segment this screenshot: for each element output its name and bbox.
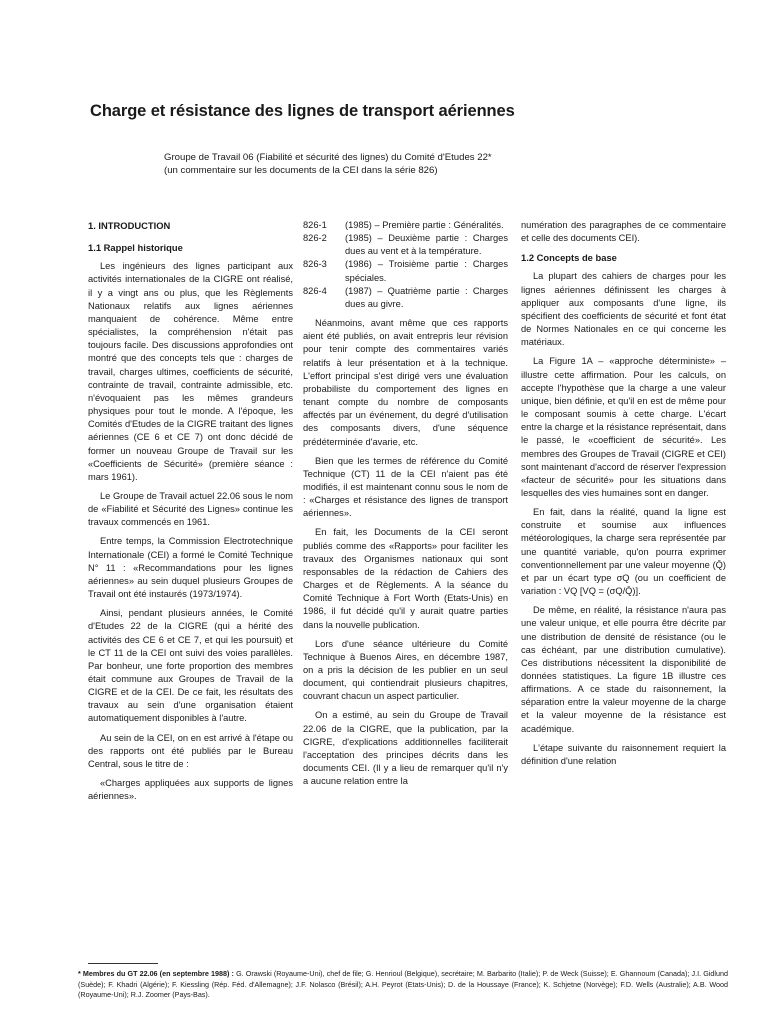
paragraph-continuation: numération des paragraphes de ce commentaire et celle des documents CEI).	[521, 220, 726, 244]
page-title: Charge et résistance des lignes de transport aériennes	[90, 102, 515, 120]
paragraph: En fait, les Documents de la CEI seront publiés comme des «Rapports» pour faciliter les travaux des Organismes nationaux qui sont responsables de la rédaction de Cahiers des Charges et de Règlements. A la séance du Comité Technique à Fort Worth (Etats-Unis) en 1986, il fut décidé qu'il y aurait quatre parties dans la nouvelle publication.	[303, 527, 508, 630]
reference-item	[303, 232, 508, 258]
paragraph: L'étape suivante du raisonnement requiert la définition d'une relation	[521, 742, 726, 766]
paragraph: On a estimé, au sein du Groupe de Travail 22.06 de la CIGRE, que la publication, par la CIGRE, d'explications additionnelles faciliterait l'acceptation des principes décrits dans les documents CEI. (Il y a lieu de remarquer qu'il n'y a aucune relation entre la	[303, 710, 508, 787]
paragraph: De même, en réalité, la résistance n'aura pas une valeur unique, et elle pourra être décrite par une distribution de densité de résistance (ou le cas échéant, par une distribution cumulative). Ces distributions nécessitent la disponibilité de données statistiques. La figure 1B illustre ces affirmations. A ce stade du raisonnement, la séparation entre la valeur moyenne de la charge et la valeur moyenne de la résistance est académique.	[521, 605, 726, 734]
reference-code: 826-3	[303, 259, 327, 270]
footnote	[78, 969, 728, 1001]
footnote-label: * Membres du GT 22.06 (en septembre 1988) :	[78, 969, 234, 978]
paragraph: Au sein de la CEI, on en est arrivé à l'étape ou des rapports ont été publiés par le Bureau Central, sous le titre de :	[88, 732, 293, 769]
reference-item	[303, 285, 508, 311]
reference-item	[303, 258, 508, 284]
reference-item	[303, 219, 508, 232]
paragraph: Les ingénieurs des lignes participant aux activités internationales de la CIGRE ont réalisé, il y a vingt ans ou plus, que les Règlements Nationaux relatifs aux lignes aériennes manquaient de cohérence. Même entre spécialistes, la compréhension n'était pas toujours facile. Des discussions approfondies ont montré que des concepts tels que : charges de travail, charges ultimes, coefficients de sécurité, contrainte de travail, contrainte admissible, etc. n'évoquaient pas les mêmes grandeurs physiques pour tout le monde. A l'époque, les Comités d'Etudes de la CIGRE traitant des lignes aériennes (CE 6 et CE 7) ont donc décidé de former un nouveau Groupe de Travail sur les «Coefficients de Sécurité» (première séance : mars 1961).	[88, 261, 293, 482]
subsection-heading-concepts-de-base: 1.2 Concepts de base	[521, 252, 617, 264]
reference-text: (1987) – Quatrième partie : Charges dues au givre.	[345, 285, 508, 309]
subtitle	[164, 151, 724, 177]
reference-code: 826-4	[303, 285, 327, 296]
subtitle-line-2: (un commentaire sur les documents de la CEI dans la série 826)	[164, 165, 438, 176]
paragraph: Le Groupe de Travail actuel 22.06 sous le nom de «Fiabilité et Sécurité des Lignes» continue les travaux commencés en 1961.	[88, 490, 293, 528]
column-1	[88, 219, 293, 809]
paragraph: Ainsi, pendant plusieurs années, le Comité d'Etudes 22 de la CIGRE (qui a hérité des activités des CE 6 et CE 7, et qui les poursuit) et le CT 11 de la CEI ont suivi des voies parallèles. Par bonheur, une forte proportion des membres était commune aux Groupes de Travail de la CIGRE et de la CEI. De ce fait, les résultats des travaux au sein d'une organisation étaient automatiquement disponibles à l'autre.	[88, 608, 293, 724]
paragraph: Entre temps, la Commission Electrotechnique Internationale (CEI) a formé le Comité Technique N° 11 : «Recommandations pour les lignes aériennes» au sein duquel plusieurs Groupes de Travail ont été instaurés (1973/1974).	[88, 536, 293, 600]
subtitle-line-1: Groupe de Travail 06 (Fiabilité et sécurité des lignes) du Comité d'Etudes 22*	[164, 152, 492, 163]
paragraph: «Charges appliquées aux supports de lignes aériennes».	[88, 778, 293, 802]
paragraph: Néanmoins, avant même que ces rapports aient été publiés, on avait entrepris leur révision pour tenir compte des commentaires variés relatifs à leur présentation et à la technique. L'effort principal s'est dirigé vers une évaluation probabiliste du comportement des lignes en tenant compte du nombre de composants affectés par un événement, du degré d'utilisation des composants divers, d'une séquence prédéterminée d'avarie, etc.	[303, 318, 508, 447]
paragraph: Lors d'une séance ultérieure du Comité Technique à Buenos Aires, en décembre 1987, on a pris la décision de les publier en un seul document, qui contiendrait plusieurs chapitres, couvrant chacun un aspect particulier.	[303, 638, 508, 702]
reference-code: 826-1	[303, 220, 327, 230]
footnote-divider	[88, 963, 158, 964]
paragraph: La Figure 1A – «approche déterministe» – illustre cette affirmation. Pour les calculs, on accepte l'hypothèse que la charge a une valeur unique, bien définie, et qu'il en est de même pour le composant soumis à cette charge. L'écart entre la charge et la résistance représentait, dans le passé, le «coefficient de sécurité». Les membres des Groupes de Travail (CIGRE et CEI) sont maintenant d'accord de réserver l'expression «facteur de sécurité» pour les situations dans lesquelles des vies humaines sont en danger.	[521, 356, 726, 498]
reference-text: (1985) – Première partie : Généralités.	[345, 220, 504, 230]
paragraph: En fait, dans la réalité, quand la ligne est construite et soumise aux influences météorologiques, la charge sera représentée par une quantité variable, qu'on pourra exprimer conventionnellement par une valeur moyenne (Q̄) et par un écart type σQ (ou un coefficient de variation : VQ [VQ = (σQ/Q̄)].	[521, 507, 726, 597]
footnote-text: G. Orawski (Royaume-Uni), chef de file; G. Henrioul (Belgique), secrétaire; M. Barbarito (Italie); P. de Weck (Suisse); E. Ghannoum (Canada); J.I. Gidlund (Suède); F. Khadri (Algérie); F. Kiessling (Rép. Féd. d'Allemagne); J.F. Nolasco (Brésil); A.H. Peyrot (Etats-Unis); D. de la Houssaye (France); K. Schjetne (Norvège); F.D. Wells (Australie); A.B. Wood (Royaume-Uni); R.J. Zoomer (Pays-Bas).	[78, 969, 728, 999]
reference-code: 826-2	[303, 233, 327, 244]
column-3	[521, 219, 726, 774]
reference-text: (1985) – Deuxième partie : Charges dues au vent et à la température.	[345, 233, 508, 257]
section-heading-introduction: 1. INTRODUCTION	[88, 220, 171, 231]
paragraph: La plupart des cahiers de charges pour les lignes aériennes définissent les charges à appliquer aux composants d'une ligne, ils spécifient des coefficients de sécurité et font état de Normes Nationales en ce qui concerne les matériaux.	[521, 271, 726, 348]
paragraph: Bien que les termes de référence du Comité Technique (CT) 11 de la CEI n'aient pas été modifiés, il est maintenant connu sous le nom de : «Charges et résistance des lignes de transport aériennes».	[303, 455, 508, 519]
column-2	[303, 219, 508, 794]
subsection-heading-rappel-historique: 1.1 Rappel historique	[88, 242, 183, 254]
reference-list	[303, 219, 508, 311]
reference-text: (1986) – Troisième partie : Charges spéciales.	[345, 259, 508, 283]
